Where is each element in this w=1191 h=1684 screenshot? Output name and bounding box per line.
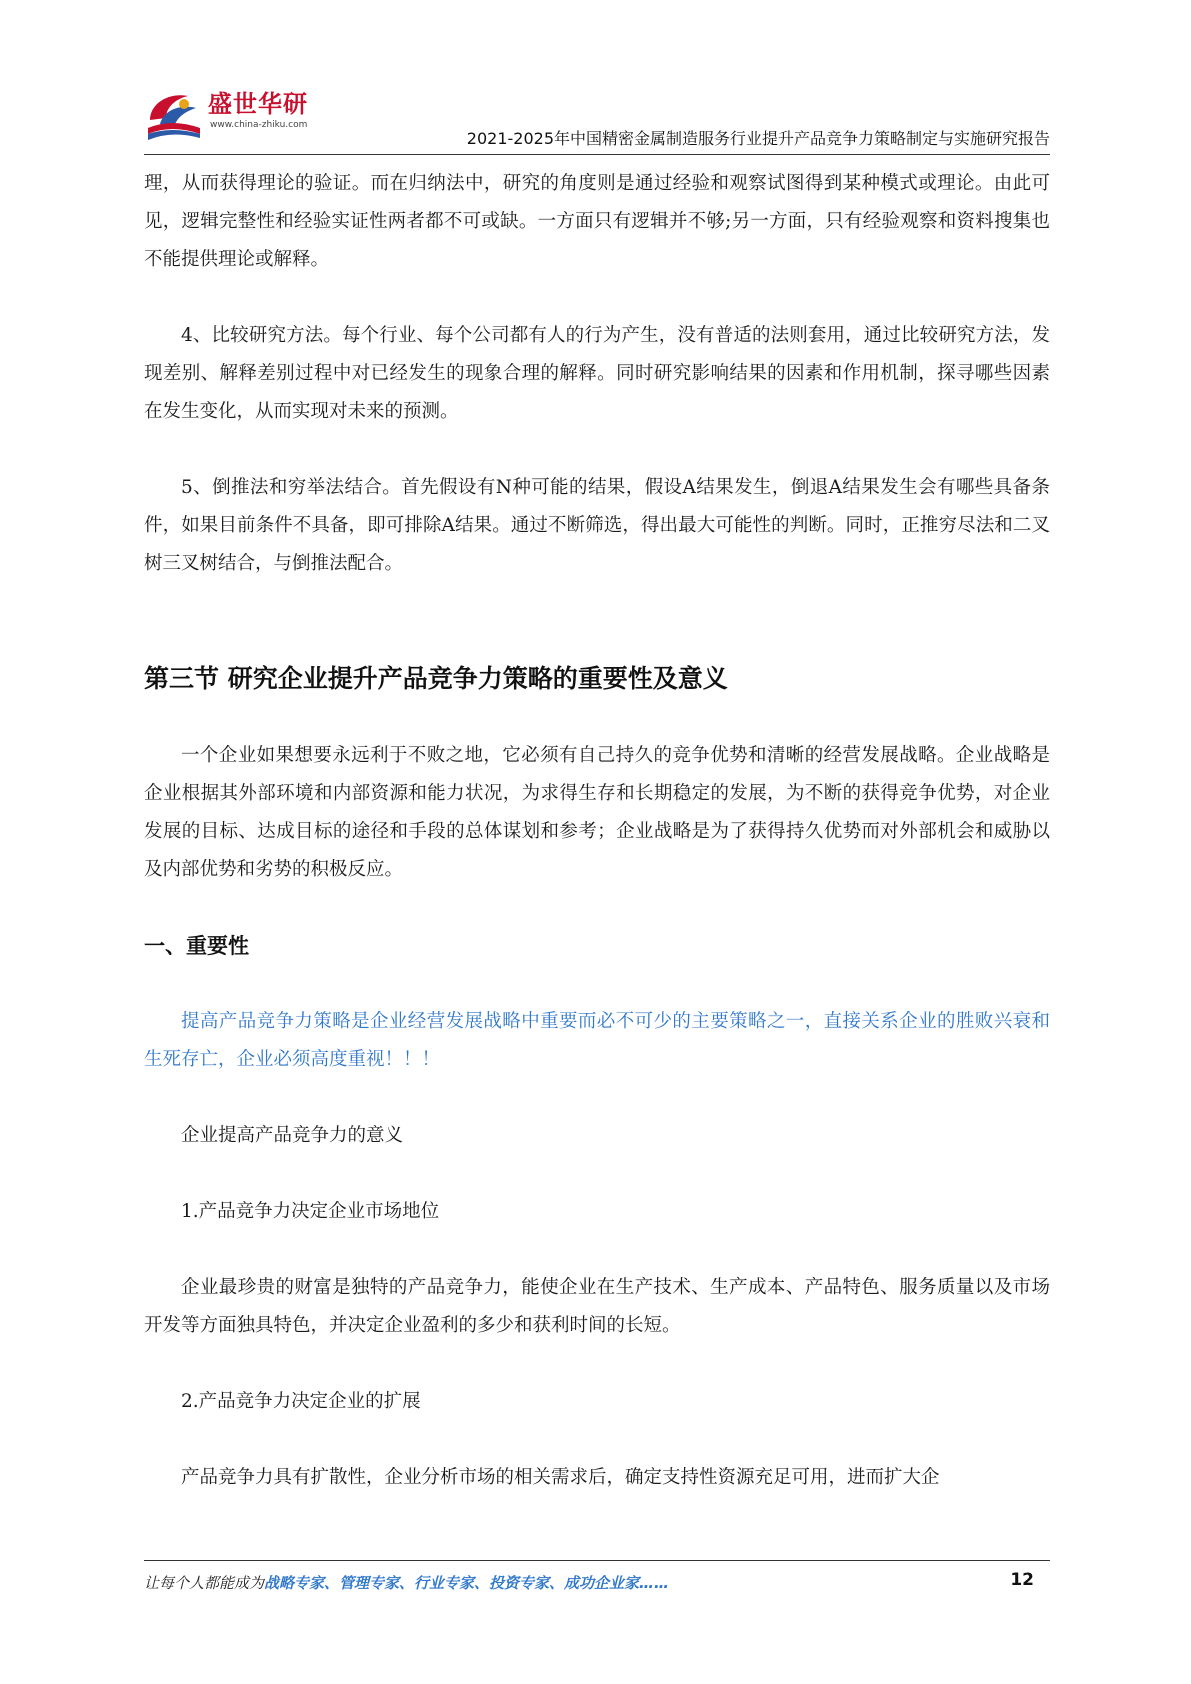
paragraph-method-5: 5、倒推法和穷举法结合。首先假设有N种可能的结果，假设A结果发生，倒退A结果发生会有哪些具备条件，如果目前条件不具备，即可排除A结果。通过不断筛选，得出最大可能性的判断。同时，正推穷尽法和二叉树三叉树结合，与倒推法配合。 xyxy=(144,477,1050,574)
page-footer xyxy=(144,1572,1050,1602)
paragraph-intro: 一个企业如果想要永远利于不败之地，它必须有自己持久的竞争优势和清晰的经营发展战略。企业战略是企业根据其外部环境和内部资源和能力状况，为求得生存和长期稳定的发展，为不断的获得竞争优势，对企业发展的目标、达成目标的途径和手段的总体谋划和参考；企业战略是为了获得持久优势而对外部机会和威胁以及内部优势和劣势的积极反应。 xyxy=(144,745,1050,880)
footer-divider xyxy=(144,1560,1050,1561)
subsection-title: 一、重要性 xyxy=(144,934,249,958)
paragraph-item-1-body: 企业最珍贵的财富是独特的产品竞争力，能使企业在生产技术、生产成本、产品特色、服务质量以及市场开发等方面独具特色，并决定企业盈利的多少和获利时间的长短。 xyxy=(144,1277,1050,1336)
highlight-paragraph: 提高产品竞争力策略是企业经营发展战略中重要而必不可少的主要策略之一，直接关系企业的胜败兴衰和生死存亡，企业必须高度重视！！！ xyxy=(144,1011,1050,1070)
paragraph-item-2-body: 产品竞争力具有扩散性，企业分析市场的相关需求后，确定支持性资源充足可用，进而扩大企 xyxy=(181,1467,940,1488)
page-content xyxy=(144,165,1050,1497)
paragraph-method-4: 4、比较研究方法。每个行业、每个公司都有人的行为产生，没有普适的法则套用，通过比较研究方法，发现差别、解释差别过程中对已经发生的现象合理的解释。同时研究影响结果的因素和作用机制，探寻哪些因素在发生变化，从而实现对未来的预测。 xyxy=(144,325,1050,422)
paragraph-item-1-title: 1.产品竞争力决定企业市场地位 xyxy=(181,1201,440,1222)
report-title: 2021-2025年中国精密金属制造服务行业提升产品竞争力策略制定与实施研究报告 xyxy=(466,129,1050,148)
footer-slogan: 让每个人都能成为 xyxy=(144,1574,265,1592)
section-title: 第三节 研究企业提升产品竞争力策略的重要性及意义 xyxy=(144,664,728,693)
paragraph-meaning-title: 企业提高产品竞争力的意义 xyxy=(181,1125,404,1146)
page-number: 12 xyxy=(1010,1570,1034,1590)
footer-slogan-highlight[interactable]: 战略专家、管理专家、行业专家、投资专家、成功企业家…… xyxy=(264,1574,670,1592)
paragraph-continued: 理，从而获得理论的验证。而在归纳法中，研究的角度则是通过经验和观察试图得到某种模式或理论。由此可见，逻辑完整性和经验实证性两者都不可或缺。一方面只有逻辑并不够;另一方面，只有经验观察和资料搜集也不能提供理论或解释。 xyxy=(144,173,1050,270)
logo-url: www.china-zhiku.com xyxy=(210,120,308,130)
page-header xyxy=(144,78,1050,150)
logo-text: 盛世华研 xyxy=(208,90,308,118)
header-divider xyxy=(144,154,1050,155)
paragraph-item-2-title: 2.产品竞争力决定企业的扩展 xyxy=(181,1391,421,1412)
